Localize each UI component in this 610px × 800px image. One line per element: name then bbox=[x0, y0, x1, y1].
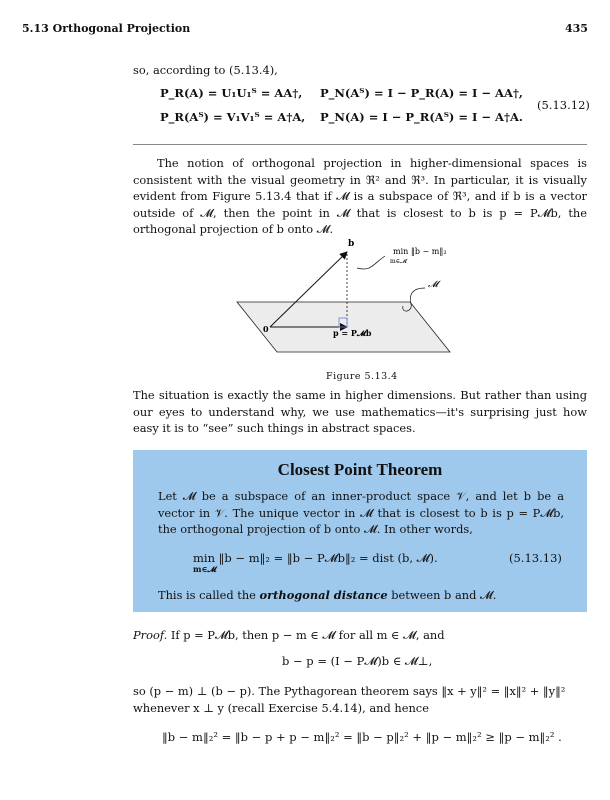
paragraph-orthogonal-projection: The notion of orthogonal projection in higher-dimensional spaces is consistent with the visual geometry in ℜ² and ℜ³. In particular, it is visually evident from Figure 5.13.4 that if 𝓜 is a subspace of ℜ³, and if b is a vector outside of 𝓜, then the point in 𝓜 that is closest to b is p = P𝓜b, the orthogonal projection of b onto 𝓜. bbox=[133, 156, 587, 236]
theorem-closing-pre: This is called the bbox=[158, 588, 256, 602]
equation-line1-left: P_R(A) = U₁U₁ᵀ = AA†, bbox=[160, 86, 303, 100]
equation-line1-right: P_N(Aᵀ) = I − P_R(A) = I − AA†, bbox=[320, 86, 523, 100]
figure-caption: Figure 5.13.4 bbox=[326, 371, 398, 382]
theorem-equation: min ‖b − m‖₂ = ‖b − P𝓜b‖₂ = dist (b, 𝓜). bbox=[193, 551, 438, 565]
theorem-box bbox=[133, 450, 587, 612]
theorem-title: Closest Point Theorem bbox=[277, 460, 443, 479]
running-header-section: 5.13 Orthogonal Projection bbox=[22, 22, 191, 35]
figure-label-min-subscript: m∈𝓜 bbox=[390, 258, 407, 265]
theorem-closing bbox=[158, 587, 564, 604]
figure-label-p: p = P𝓜b bbox=[333, 328, 372, 338]
equation-line2-right: P_N(A) = I − P_R(Aᵀ) = I − A†A. bbox=[320, 110, 523, 124]
intro-text: so, according to (5.13.4), bbox=[133, 63, 278, 77]
proof-line-1-text: If p = P𝓜b, then p − m ∈ 𝓜 for all m ∈ 𝓜, and bbox=[170, 628, 445, 642]
min-pointer-curve bbox=[357, 256, 385, 269]
theorem-equation-subscript: m∈𝓜 bbox=[193, 564, 217, 574]
section-divider bbox=[133, 144, 587, 145]
theorem-statement: Let 𝓜 be a subspace of an inner-product space 𝒱, and let b be a vector in 𝒱. The unique vector in 𝓜 that is closest to b is p = P𝓜b, the orthogonal projection of b onto 𝓜. In other words, bbox=[158, 489, 564, 536]
proof-equation-1: b − p = (I − P𝓜)b ∈ 𝓜⊥, bbox=[282, 654, 433, 668]
theorem-term-orthogonal-distance: orthogonal distance bbox=[259, 588, 388, 602]
figure-label-min: min ‖b − m‖₂ bbox=[393, 247, 447, 256]
figure-label-zero: 0 bbox=[263, 324, 269, 334]
paragraph-higher-dimensions: The situation is exactly the same in higher dimensions. But rather than using our eyes to understand why, we use mathematics—it's surprising just how easy it is to “see” such things in abstract spaces. bbox=[133, 388, 587, 435]
figure-label-b: b bbox=[348, 239, 355, 249]
proof-label: Proof. bbox=[133, 628, 168, 642]
proof-equation-2: ‖b − m‖₂² = ‖b − p + p − m‖₂² = ‖b − p‖₂² + ‖p − m‖₂² ≥ ‖p − m‖₂² . bbox=[162, 730, 562, 744]
equation-number-5-13-12: (5.13.12) bbox=[537, 98, 590, 112]
proof-line-1 bbox=[133, 627, 587, 644]
theorem-closing-post: between b and 𝓜. bbox=[391, 588, 497, 602]
proof-line-2: so (p − m) ⊥ (b − p). The Pythagorean theorem says ‖x + y‖² = ‖x‖² + ‖y‖² bbox=[133, 684, 566, 698]
equation-line2-left: P_R(Aᵀ) = V₁V₁ᵀ = A†A, bbox=[160, 110, 306, 124]
equation-number-5-13-13: (5.13.13) bbox=[509, 551, 562, 565]
proof-line-3: whenever x ⊥ y (recall Exercise 5.4.14), and hence bbox=[133, 701, 429, 715]
figure-label-subspace: 𝓜 bbox=[428, 280, 439, 290]
page-number: 435 bbox=[565, 22, 588, 35]
figure-5-13-4 bbox=[225, 232, 460, 362]
